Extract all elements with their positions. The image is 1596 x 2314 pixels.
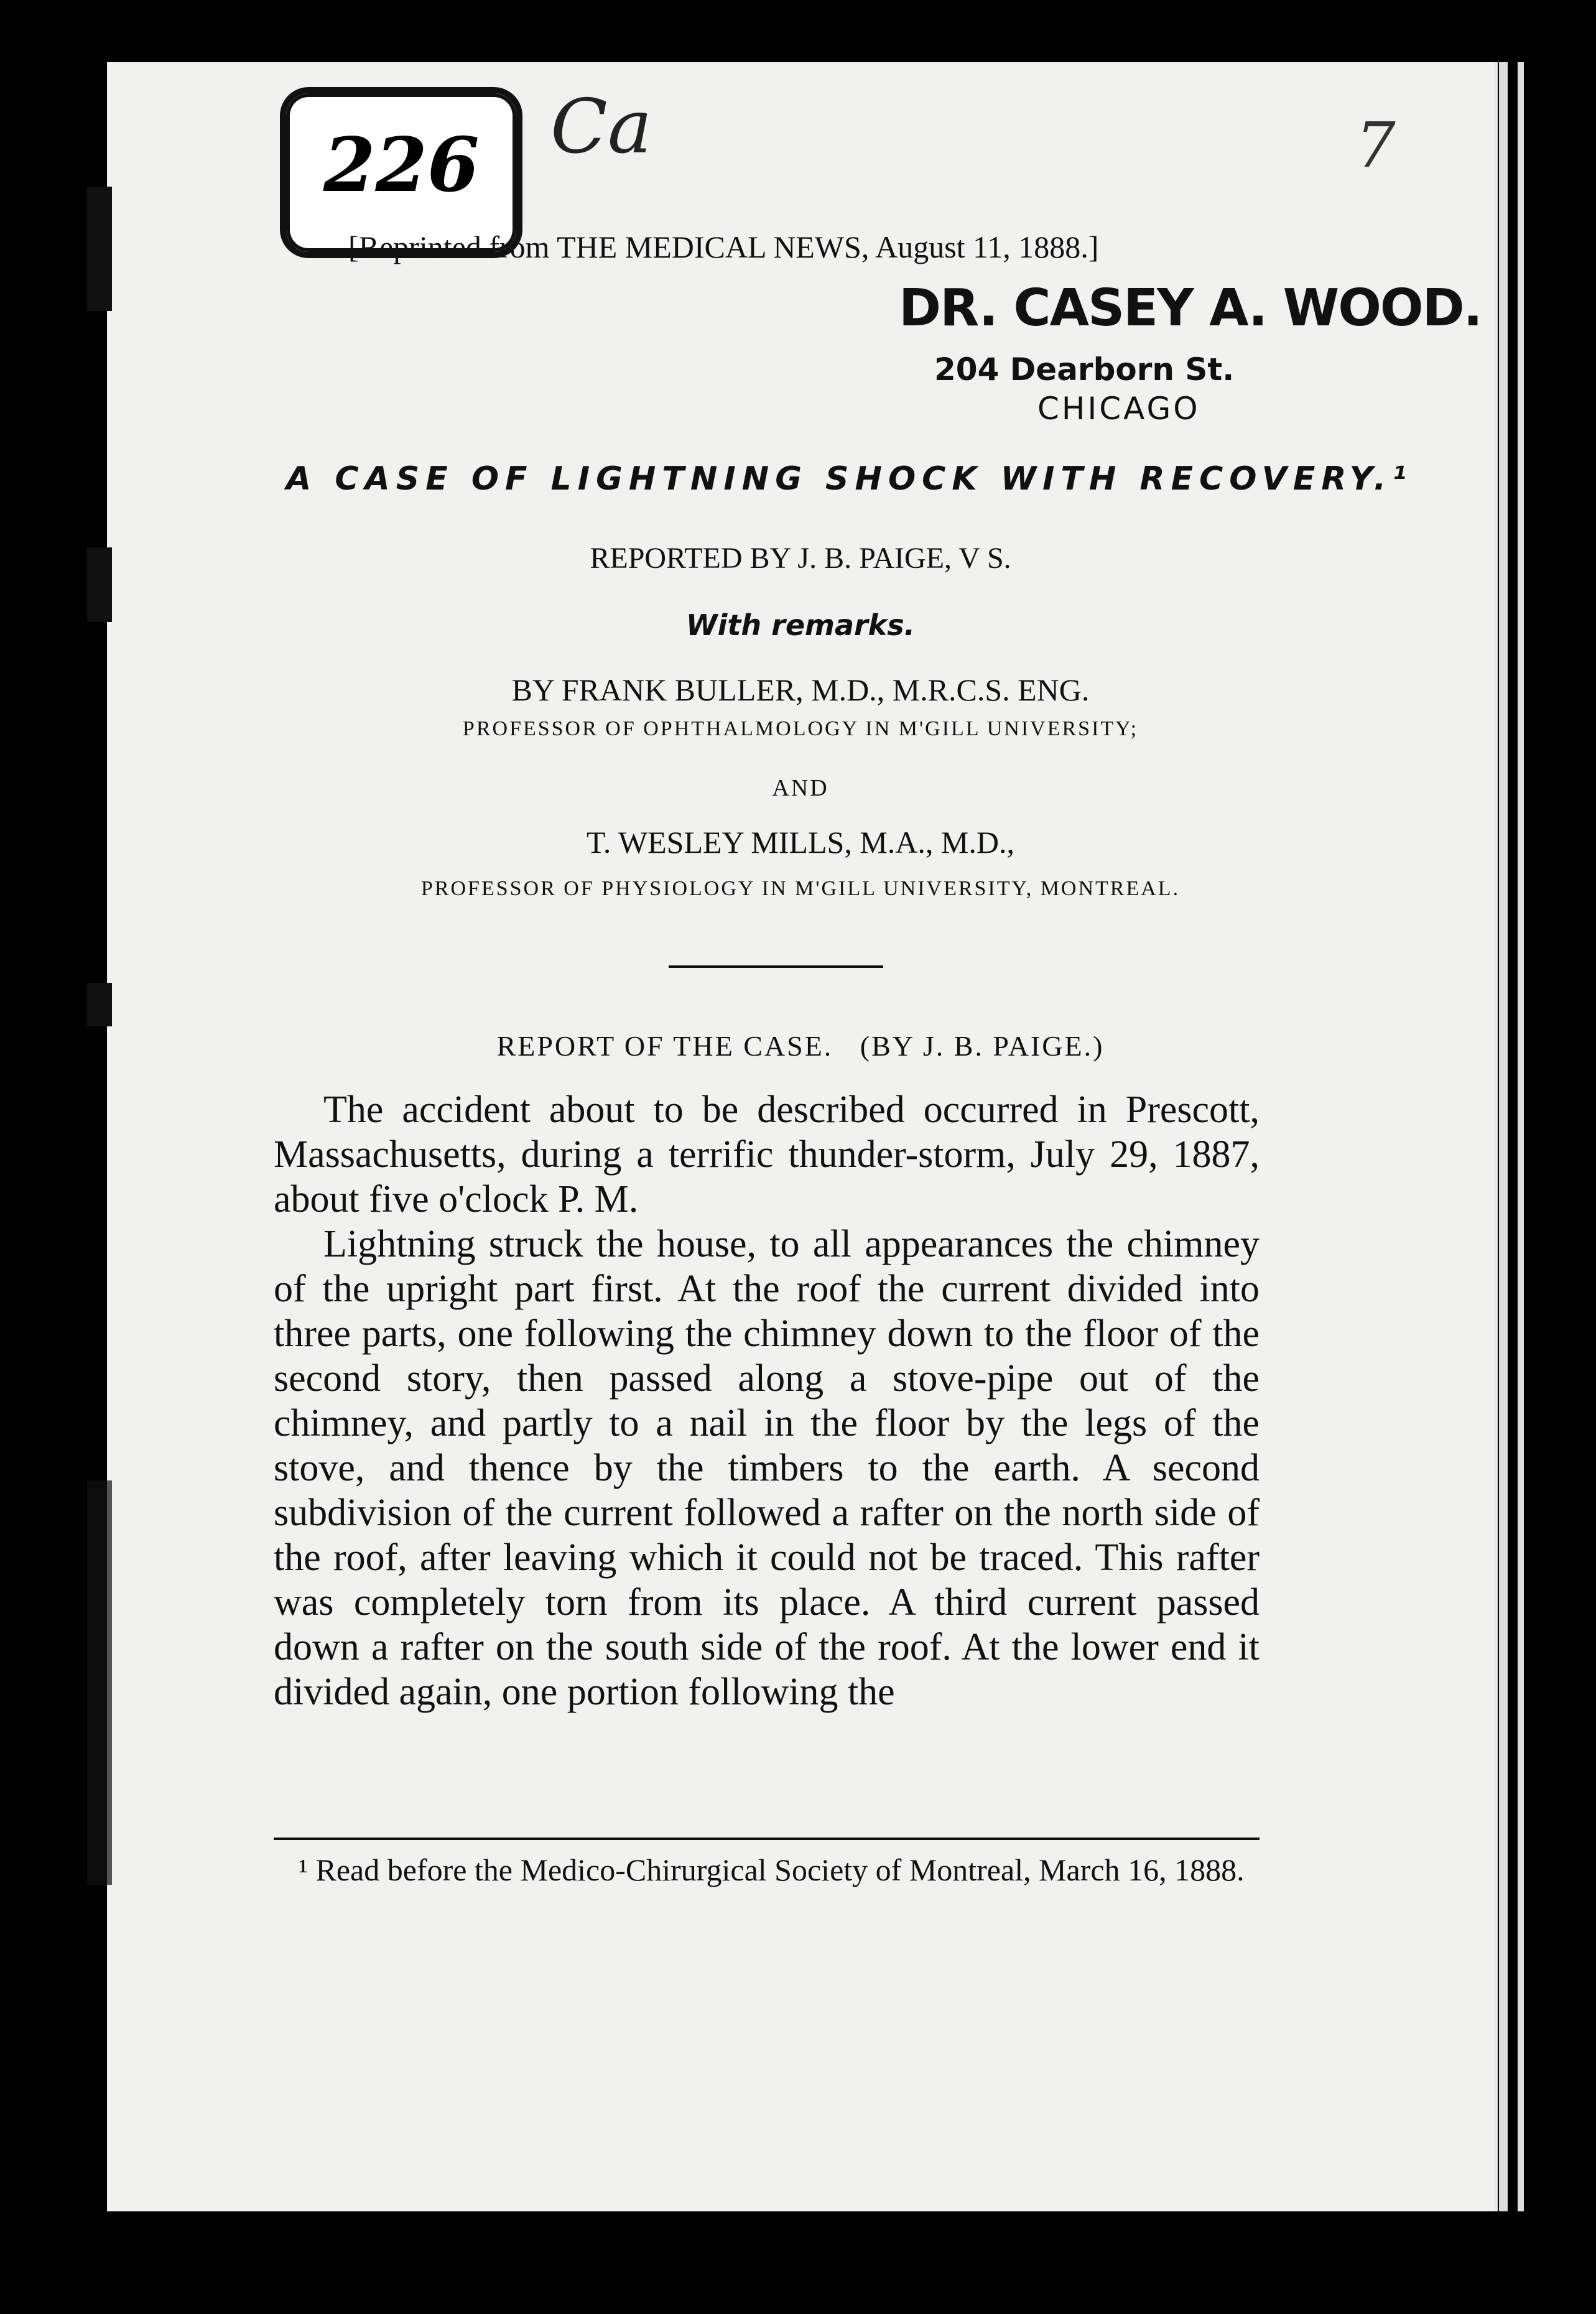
paragraph: The accident about to be described occurred in Prescott, Massachusetts, during a terrific thunder-storm, July 29, 1887, about five o'clock P. M. [274, 1089, 1260, 1220]
page-edge [1518, 62, 1524, 2211]
author-name: BY FRANK BULLER, M.D., M.R.C.S. ENG. [511, 672, 1090, 707]
owner-stamp-street: 204 Dearborn St. [934, 351, 1235, 388]
binding-mark [87, 1480, 112, 1885]
reprint-line: [Reprinted from THE MEDICAL NEWS, August 11, 1888.] [348, 230, 1099, 264]
handwritten-corner-mark: 7 [1356, 109, 1396, 182]
handwritten-initials: Ca [550, 84, 652, 170]
paragraph: Lightning struck the house, to all appearances the chimney of the upright part first. At the roof the current divided into three parts, one following the chimney down to the floor of the second story, then passed along a stove-pipe out of the chimney, and partly to a nail in the floor by the legs of the stove, and thence by the timbers to the earth. A second subdivision of the current followed a rafter on the north side of the roof, after leaving which it could not be traced. This rafter was completely torn from its place. A third current passed down a rafter on the south side of the roof. At the lower end it divided again, one portion following the [274, 1223, 1260, 1713]
author-affiliation: PROFESSOR OF OPHTHALMOLOGY IN M'GILL UNIVERSITY; [462, 717, 1139, 740]
owner-stamp-name: DR. CASEY A. WOOD. [899, 279, 1482, 338]
binding-mark [87, 187, 112, 311]
owner-stamp-city: CHICAGO [1037, 391, 1200, 427]
body-text [274, 1087, 1260, 1714]
divider [669, 965, 883, 968]
footnote [274, 1847, 1260, 1892]
reported-by: REPORTED BY J. B. PAIGE, V S. [590, 542, 1011, 575]
author-affiliation: PROFESSOR OF PHYSIOLOGY IN M'GILL UNIVERSITY, MONTREAL. [420, 877, 1181, 900]
catalog-number: 226 [323, 121, 480, 209]
binding-mark [87, 983, 112, 1026]
with-remarks: With remarks. [685, 608, 916, 642]
footnote-text: ¹ Read before the Medico-Chirurgical Society of Montreal, March 16, 1888. [299, 1852, 1245, 1887]
author-name: T. WESLEY MILLS, M.A., M.D., [587, 825, 1014, 860]
footnote-rule [274, 1838, 1260, 1840]
article-title: A CASE OF LIGHTNING SHOCK WITH RECOVERY.¹ [286, 460, 1413, 498]
section-heading: REPORT OF THE CASE. (BY J. B. PAIGE.) [496, 1030, 1105, 1062]
and-separator: AND [772, 775, 829, 801]
page-edge [1499, 62, 1508, 2211]
